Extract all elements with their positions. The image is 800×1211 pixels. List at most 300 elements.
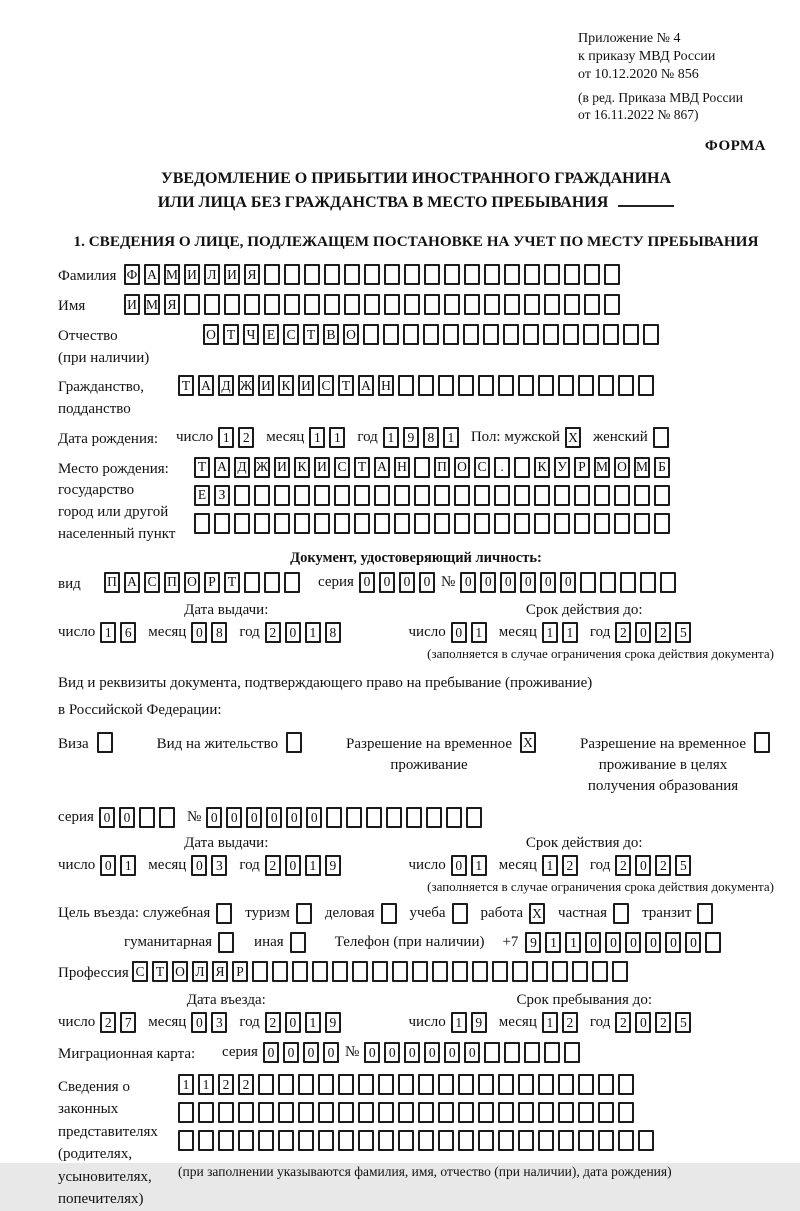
form-cell [534,513,550,534]
form-cell [304,264,320,285]
form-cell [578,1074,594,1095]
form-cell: Т [152,961,168,982]
doc-expiry-year-cells [615,622,695,643]
form-cell [386,807,402,828]
temp-residence-edu-label-line3: получения образования [587,778,739,795]
form-cell [638,1130,654,1151]
identity-doc-row [58,572,774,596]
form-cell [426,807,442,828]
form-cell [498,1130,514,1151]
citizenship-label [58,375,178,421]
form-cell [563,324,579,345]
year-label: год [239,624,260,641]
form-cell: 0 [500,572,516,593]
doc-expiry-heading: Срок действия до: [525,602,643,619]
purpose-study-option [410,903,472,924]
form-cell: Я [244,264,260,285]
phone-prefix: +7 [502,934,519,951]
form-cell: Ж [254,457,270,478]
identity-doc-heading: Документ, удостоверяющий личность: [290,549,542,566]
form-cell [612,961,628,982]
form-cell [178,1102,194,1123]
form-cell [618,375,634,396]
profession-label: Профессия [58,965,129,982]
form-cell [654,485,670,506]
form-cell [318,1074,334,1095]
form-cell: 0 [263,1042,279,1063]
purpose-business-label: деловая [324,905,375,922]
form-cell [434,513,450,534]
form-cell [544,1042,560,1063]
form-cell [458,1074,474,1095]
form-cell [498,375,514,396]
temp-residence-option [346,732,540,776]
form-cell: 0 [520,572,536,593]
form-cell [334,513,350,534]
citizenship-cells [178,375,658,396]
first-name-row [58,294,774,318]
form-cell: П [104,572,120,593]
form-cell: 2 [100,1012,116,1033]
form-cell [613,903,629,924]
birth-month-cells [309,427,349,448]
form-cell [464,264,480,285]
form-cell [598,375,614,396]
form-cell: 0 [285,855,301,876]
form-cell [478,375,494,396]
residence-doc-dates [58,835,774,895]
form-cell: 1 [305,622,321,643]
form-title [58,167,774,217]
first-name-cells [124,294,624,315]
year-label: год [589,857,611,874]
form-cell [618,1130,634,1151]
form-cell [332,961,348,982]
representatives-label-line: попечителях) [58,1191,144,1208]
form-cell [660,572,676,593]
form-cell [604,294,620,315]
residence-number-cells [206,807,486,828]
citizenship-label-line1: Гражданство, [58,379,145,396]
form-cell [444,264,460,285]
birth-place-label [58,457,194,546]
residence-permit-options [58,732,774,797]
form-cell [574,513,590,534]
form-cell [363,324,379,345]
form-cell: 0 [246,807,262,828]
order-reference [578,30,774,124]
month-label: месяц [148,857,187,874]
form-cell: Т [354,457,370,478]
residence-permit-option [157,732,306,755]
form-cell: Д [218,375,234,396]
form-cell: Р [232,961,248,982]
patronymic-label-line2: (при наличии) [58,349,150,366]
purpose-work-option [481,903,550,924]
form-cell [204,294,220,315]
residence-issue-col [58,835,395,895]
day-label: число [58,624,96,641]
form-cell [514,513,530,534]
form-cell [346,807,362,828]
patronymic-cells [203,324,663,345]
form-cell [640,572,656,593]
form-cell [258,1102,274,1123]
form-cell [444,294,460,315]
migration-number-label: № [344,1044,360,1060]
residence-expiry-col [395,835,774,895]
form-cell [423,324,439,345]
form-cell: . [494,457,510,478]
purpose-business-checkbox [381,903,401,924]
form-cell [532,961,548,982]
form-cell [558,1130,574,1151]
form-cell: И [258,375,274,396]
form-cell [594,513,610,534]
form-cell [258,1074,274,1095]
purpose-study-checkbox [452,903,472,924]
profession-cells [132,961,632,982]
birth-month-label: месяц [266,428,305,445]
form-cell [292,961,308,982]
form-cell: 0 [191,622,207,643]
form-cell [620,572,636,593]
form-cell: М [144,294,160,315]
form-cell: 2 [562,855,578,876]
form-cell [294,513,310,534]
entry-date-col [58,992,395,1033]
form-cell: X [520,732,536,753]
form-cell [364,294,380,315]
form-cell: 2 [562,1012,578,1033]
representatives-label-line: усыновителях, [58,1168,152,1185]
form-cell [274,485,290,506]
form-cell: Р [574,457,590,478]
residence-number-label: № [186,809,202,826]
form-cell [392,961,408,982]
form-cell [504,1042,520,1063]
temp-residence-edu-label-line1: Разрешение на временное [580,736,746,753]
doc-issue-cells [58,622,395,643]
form-cell [492,961,508,982]
form-cell [244,572,260,593]
form-cell [580,572,596,593]
month-label: месяц [148,1014,187,1030]
form-cell: 0 [635,855,651,876]
form-cell [414,457,430,478]
form-cell: О [343,324,359,345]
form-cell: 1 [329,427,345,448]
form-cell [558,1074,574,1095]
form-cell [312,961,328,982]
ref-line: (в ред. Приказа МВД России [578,89,743,105]
form-cell [598,1074,614,1095]
form-cell [358,1102,374,1123]
form-title-line1: УВЕДОМЛЕНИЕ О ПРИБЫТИИ ИНОСТРАННОГО ГРАЖДАНИНА [160,169,672,187]
form-cell: 0 [285,622,301,643]
form-cell [314,485,330,506]
form-cell: 0 [283,1042,299,1063]
ref-amendment [578,89,774,124]
form-cell [538,375,554,396]
form-cell [478,1074,494,1095]
form-cell: 2 [615,1012,631,1033]
residence-permit-checkbox [286,732,306,753]
form-cell [318,1102,334,1123]
form-cell: 0 [424,1042,440,1063]
residence-issue-heading: Дата выдачи: [184,835,269,852]
form-cell [472,961,488,982]
representatives-label-line: представителях [58,1123,158,1140]
form-cell [643,324,659,345]
form-cell [338,1074,354,1095]
purpose-other-label: иная [254,934,284,951]
doc-issue-day-cells [100,622,140,643]
form-cell [534,485,550,506]
form-cell [654,513,670,534]
representatives-label-line: (родителях, [58,1146,133,1163]
residence-issue-day-cells [100,855,140,876]
form-cell: Л [204,264,220,285]
form-cell [705,932,721,953]
form-cell [378,1102,394,1123]
form-cell [458,375,474,396]
purpose-official-label: служебная [142,905,211,922]
birth-place-cells-row3 [194,513,674,534]
form-cell: 0 [635,622,651,643]
form-cell [214,513,230,534]
residence-issue-year-cells [265,855,345,876]
form-cell: Р [204,572,220,593]
form-cell [364,264,380,285]
ref-line: к приказу МВД России [578,49,716,65]
form-cell: 0 [323,1042,339,1063]
doc-expiry-day-cells [451,622,491,643]
form-cell [398,1074,414,1095]
form-cell [498,1074,514,1095]
form-cell [284,264,300,285]
form-cell [524,1042,540,1063]
form-cell: А [358,375,374,396]
representatives-cells-row1 [178,1074,672,1095]
form-cell [324,294,340,315]
form-cell: 1 [178,1074,194,1095]
form-cell [178,1130,194,1151]
form-cell: 0 [585,932,601,953]
phone-label: Телефон (при наличии) [334,934,485,951]
form-cell [603,324,619,345]
form-cell [518,1102,534,1123]
form-cell [139,807,155,828]
birth-date-row [58,427,774,451]
citizenship-label-line2: подданство [58,401,131,417]
doc-expiry-cells [395,622,774,643]
form-cell: Д [234,457,250,478]
form-cell: 9 [525,932,541,953]
form-cell: Ф [124,264,140,285]
form-cell: 0 [540,572,556,593]
form-cell [474,513,490,534]
purpose-private-checkbox [613,903,633,924]
residence-doc-series-row [58,807,774,828]
surname-label: Фамилия [58,268,117,285]
form-cell [264,294,280,315]
sex-label: Пол: мужской [470,428,560,445]
form-cell [278,1074,294,1095]
form-cell: А [144,264,160,285]
day-label: число [408,857,446,874]
form-cell [238,1130,254,1151]
form-cell: 1 [545,932,561,953]
doc-issue-col [58,602,395,662]
form-cell [514,485,530,506]
visa-label: Виза [58,736,89,753]
form-cell: Т [223,324,239,345]
form-cell [544,294,560,315]
form-cell: Ж [238,375,254,396]
form-cell: 2 [615,855,631,876]
form-cell: 1 [542,855,558,876]
form-cell [653,427,669,448]
form-cell [294,485,310,506]
ref-line: Приложение № 4 [578,31,681,46]
form-cell: 0 [384,1042,400,1063]
form-cell [354,485,370,506]
form-cell [494,513,510,534]
form-cell: А [124,572,140,593]
form-cell: 9 [325,855,341,876]
form-cell [583,324,599,345]
form-cell [484,264,500,285]
form-cell [574,485,590,506]
form-cell: 2 [238,427,254,448]
doc-issue-year-cells [265,622,345,643]
representatives-cells-block [178,1074,672,1180]
form-cell: С [132,961,148,982]
doc-issue-heading: Дата выдачи: [184,602,269,619]
form-cell [518,1130,534,1151]
form-cell [434,485,450,506]
form-cell: Т [338,375,354,396]
form-cell [406,807,422,828]
doc-series-cells [359,572,439,593]
form-cell: 0 [451,855,467,876]
form-cell: 2 [615,622,631,643]
form-cell [418,375,434,396]
form-cell [358,1130,374,1151]
form-cell [438,1074,454,1095]
form-cell [403,324,419,345]
form-cell [404,264,420,285]
form-cell [324,264,340,285]
form-cell: Т [224,572,240,593]
residence-expiry-year-cells [615,855,695,876]
migration-card-label: Миграционная карта: [58,1046,196,1062]
form-cell [438,1130,454,1151]
form-cell: 0 [306,807,322,828]
identity-doc-dates [58,602,774,662]
representatives-label-line: Сведения о [58,1078,130,1095]
form-cell: С [318,375,334,396]
year-label: год [239,1014,260,1030]
purpose-other-checkbox [290,932,310,953]
entry-date-cells [58,1012,395,1033]
form-cell: 2 [265,1012,281,1033]
form-cell [578,1102,594,1123]
form-cell [384,264,400,285]
form-cell: 1 [100,622,116,643]
form-cell [538,1102,554,1123]
purpose-tourism-checkbox [296,903,316,924]
form-title-line2 [58,191,774,216]
form-cell: 0 [379,572,395,593]
form-cell [398,375,414,396]
form-cell: 0 [285,1012,301,1033]
form-cell [418,1102,434,1123]
day-label: число [58,857,96,874]
purpose-other-option [254,932,310,953]
form-cell [452,961,468,982]
form-cell: И [184,264,200,285]
form-cell: 9 [471,1012,487,1033]
form-cell [494,485,510,506]
form-cell: 5 [675,622,691,643]
form-cell: 1 [120,855,136,876]
birth-place-cells-block [194,457,674,541]
form-cell: У [554,457,570,478]
form-cell: 5 [675,855,691,876]
form-cell [438,1102,454,1123]
form-cell: 0 [359,572,375,593]
form-cell: Я [164,294,180,315]
form-cell [252,961,268,982]
residence-doc-intro-line1: Вид и реквизиты документа, подтверждающего право на пребывание (проживание) [58,675,593,692]
form-cell [478,1130,494,1151]
form-cell [524,294,540,315]
stay-day-cells [451,1012,491,1033]
purpose-private-option [558,903,633,924]
form-cell: И [314,457,330,478]
year-label: год [589,1014,611,1030]
form-cell [372,961,388,982]
entry-dates [58,992,774,1033]
form-cell [383,324,399,345]
form-cell [584,294,600,315]
form-cell [412,961,428,982]
form-cell [538,1074,554,1095]
residence-expiry-cells [395,855,774,876]
form-cell: 1 [451,1012,467,1033]
residence-permit-label: Вид на жительство [156,736,279,753]
form-cell [254,513,270,534]
form-cell: 1 [562,622,578,643]
form-cell: 0 [206,807,222,828]
form-cell [338,1130,354,1151]
form-cell [518,375,534,396]
form-cell [284,572,300,593]
form-cell [578,1130,594,1151]
form-cell [572,961,588,982]
form-cell: 1 [542,622,558,643]
purpose-transit-option [642,903,717,924]
form-cell [304,294,320,315]
birth-place-label-line4: населенный пункт [58,525,176,542]
birth-place-row [58,457,774,546]
purpose-transit-checkbox [697,903,717,924]
migration-series-cells [263,1042,343,1063]
form-cell: 1 [305,1012,321,1033]
form-cell: Ч [243,324,259,345]
